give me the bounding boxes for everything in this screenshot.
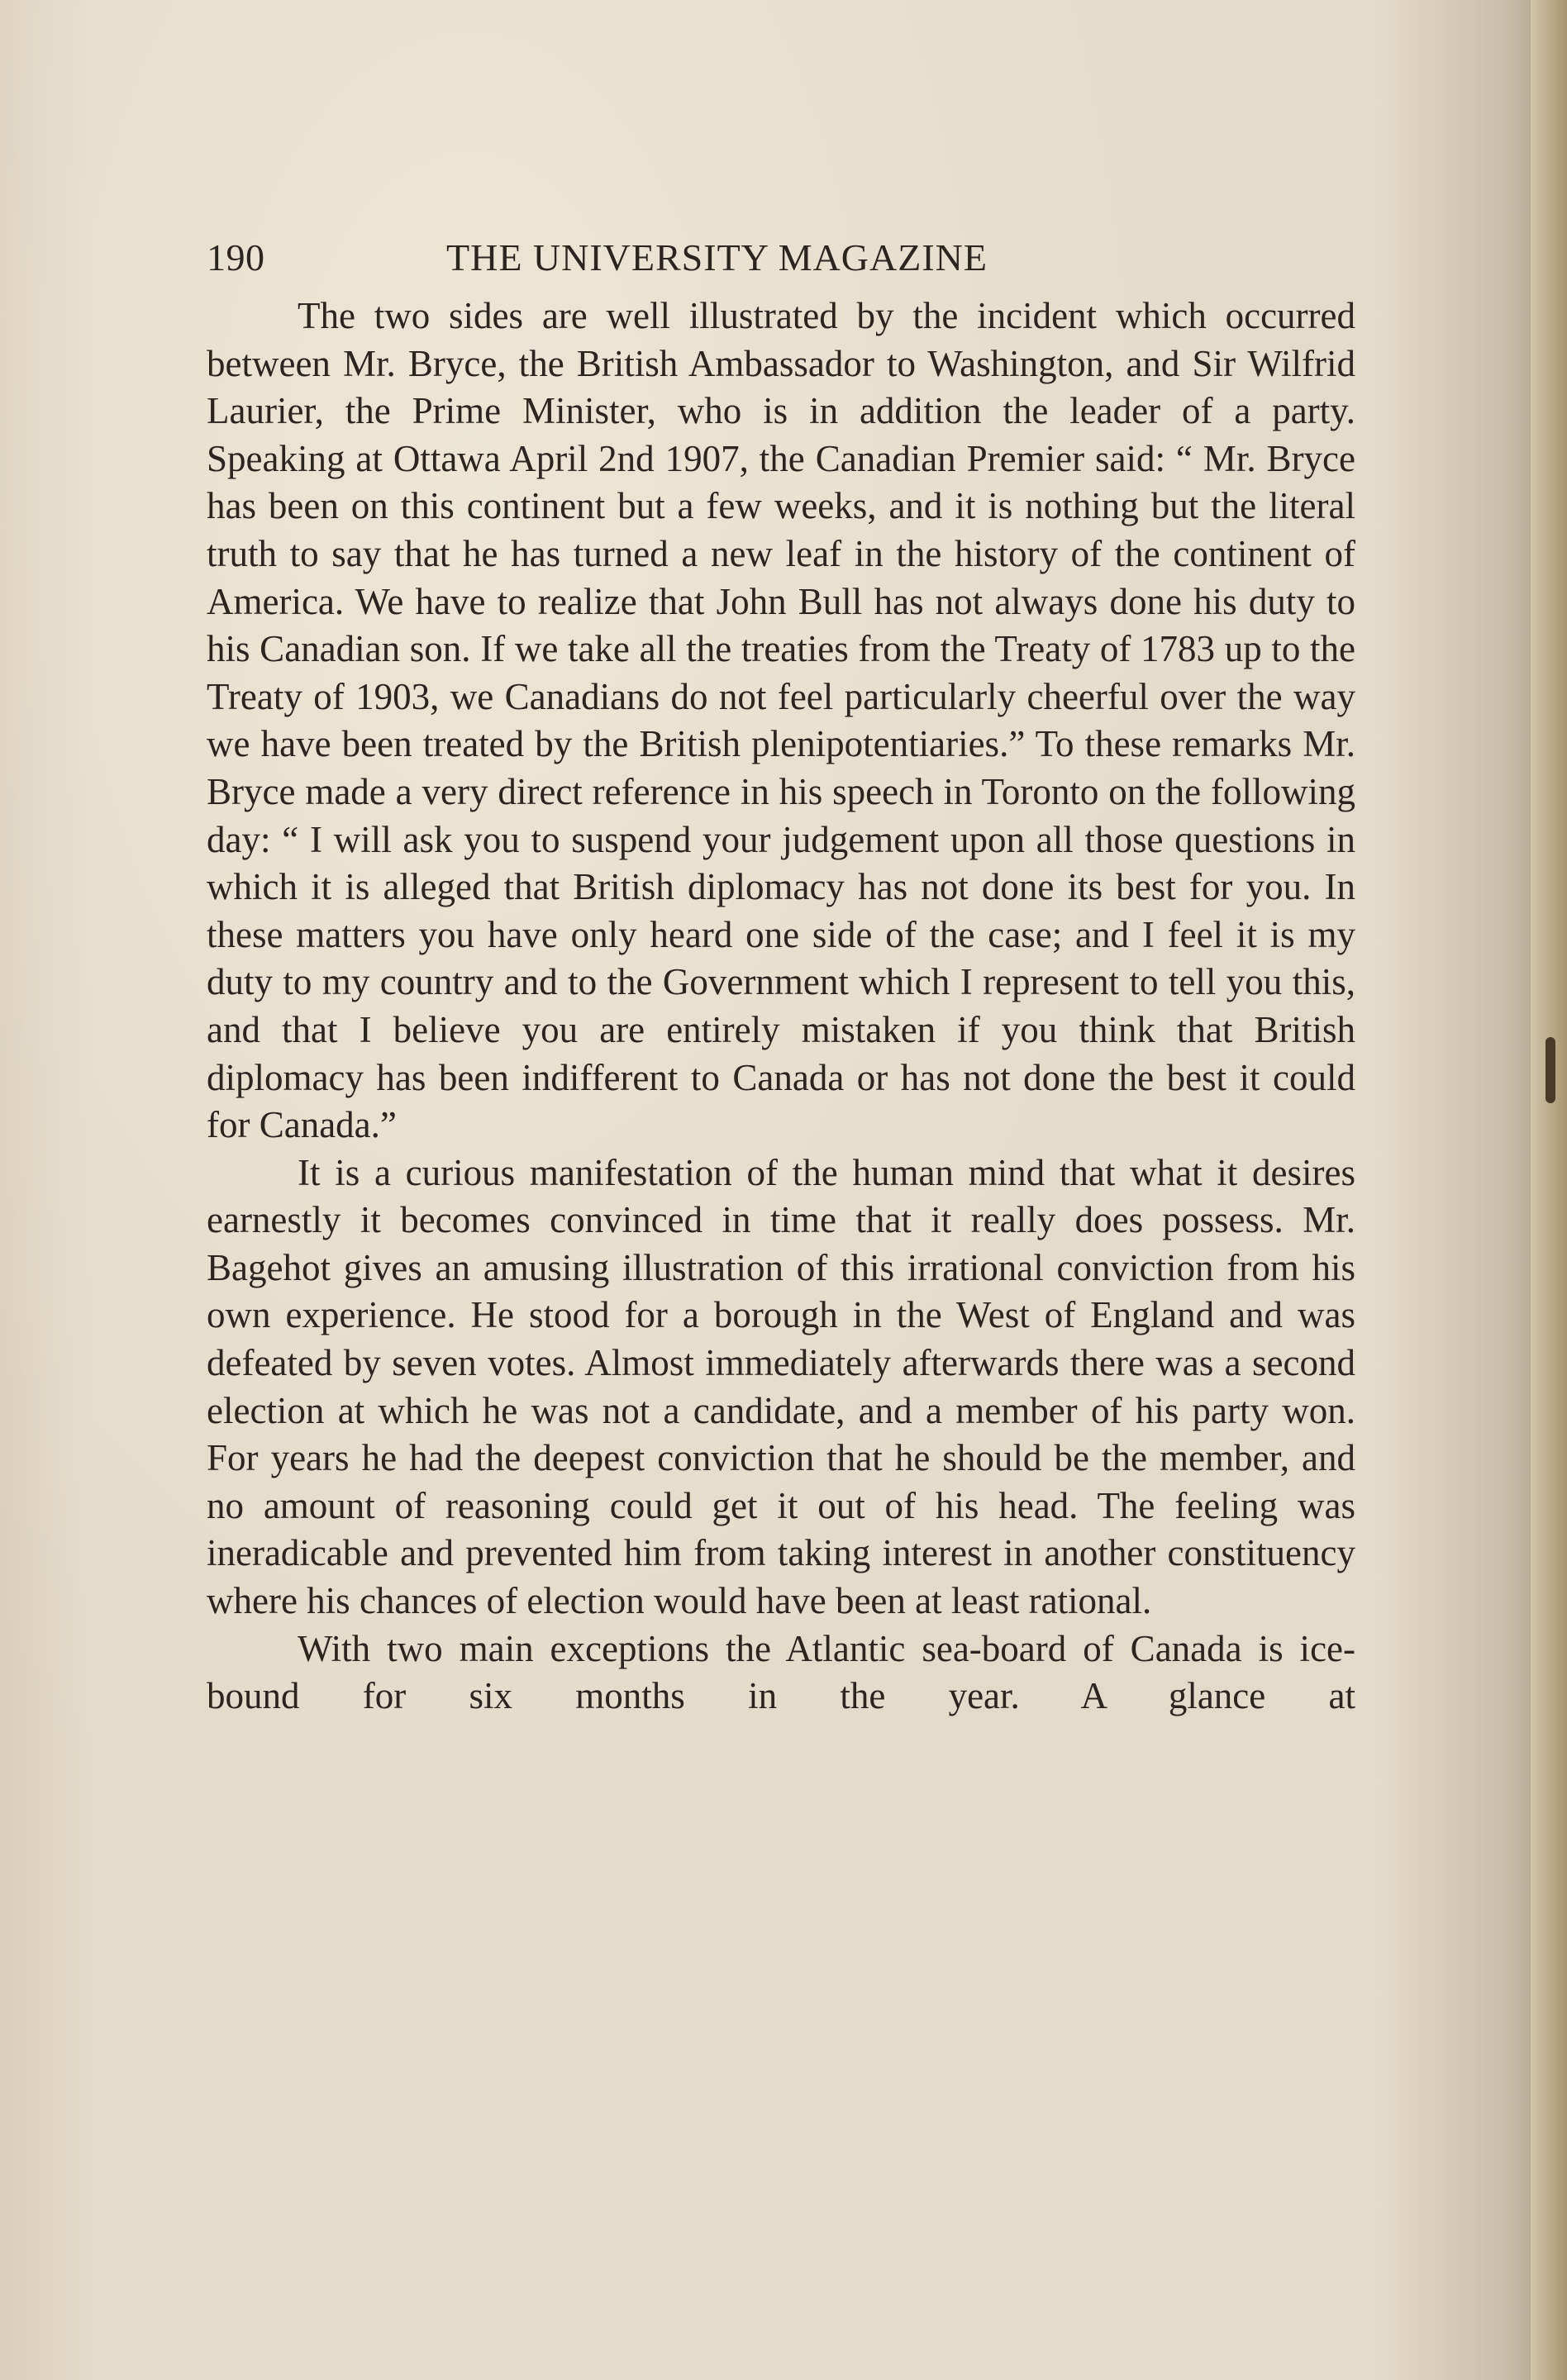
magazine-title: THE UNIVERSITY MAGAZINE (446, 236, 988, 278)
paragraph-bryce-laurier: The two sides are well illustrated by the incident which occurred between Mr. Bryce, the British Ambassador to Washington, and Sir Wilfrid Laurier, the Prime Minister, who is in addition the leader of a party. Speaking at Ottawa April 2nd 1907, the Canadian Premier said: “ Mr. Bryce has been on this continent but a few weeks, and it is nothing but the literal truth to say that he has turned a new leaf in the history of the continent of America. We have to realize that John Bull has not always done his duty to his Canadian son. If we take all the treaties from the Treaty of 1783 up to the Treaty of 1903, we Canadians do not feel particularly cheerful over the way we have been treated by the British plenipotentiaries.” To these remarks Mr. Bryce made a very direct reference in his speech in Toronto on the following day: “ I will ask you to suspend your judgement upon all those questions in which it is alleged that British diplomacy has not done its best for you. In these matters you have only heard one side of the case; and I feel it is my duty to my country and to the Government which I represent to tell you this, and that I believe you are entirely mistaken if you think that British diplomacy has been indifferent to Canada or has not done the best it could for Canada.” (207, 295, 1355, 1146)
paragraph-atlantic-seaboard: With two main exceptions the Atlantic sea-board of Canada is ice-bound for six months in the year. A glance at (207, 1627, 1355, 1717)
text-block (207, 231, 1355, 1721)
page-edge-shadow (1531, 0, 1567, 2380)
page-number: 190 (207, 236, 265, 278)
paragraph-bagehot: It is a curious manifestation of the human mind that what it desires earnestly it becomes convinced in time that it really does possess. Mr. Bagehot gives an amusing illustration of this irrational conviction from his own experience. He stood for a borough in the West of England and was defeated by seven votes. Almost immediately afterwards there was a second election at which he was not a candidate, and a member of his party won. For years he had the deepest conviction that he should be the member, and no amount of reasoning could get it out of his head. The feeling was ineradicable and prevented him from taking interest in another constituency where his chances of election would have been at least rational. (207, 1151, 1355, 1622)
running-head (207, 231, 1355, 284)
body-text (207, 293, 1355, 1721)
binding-mark (1546, 1037, 1555, 1103)
